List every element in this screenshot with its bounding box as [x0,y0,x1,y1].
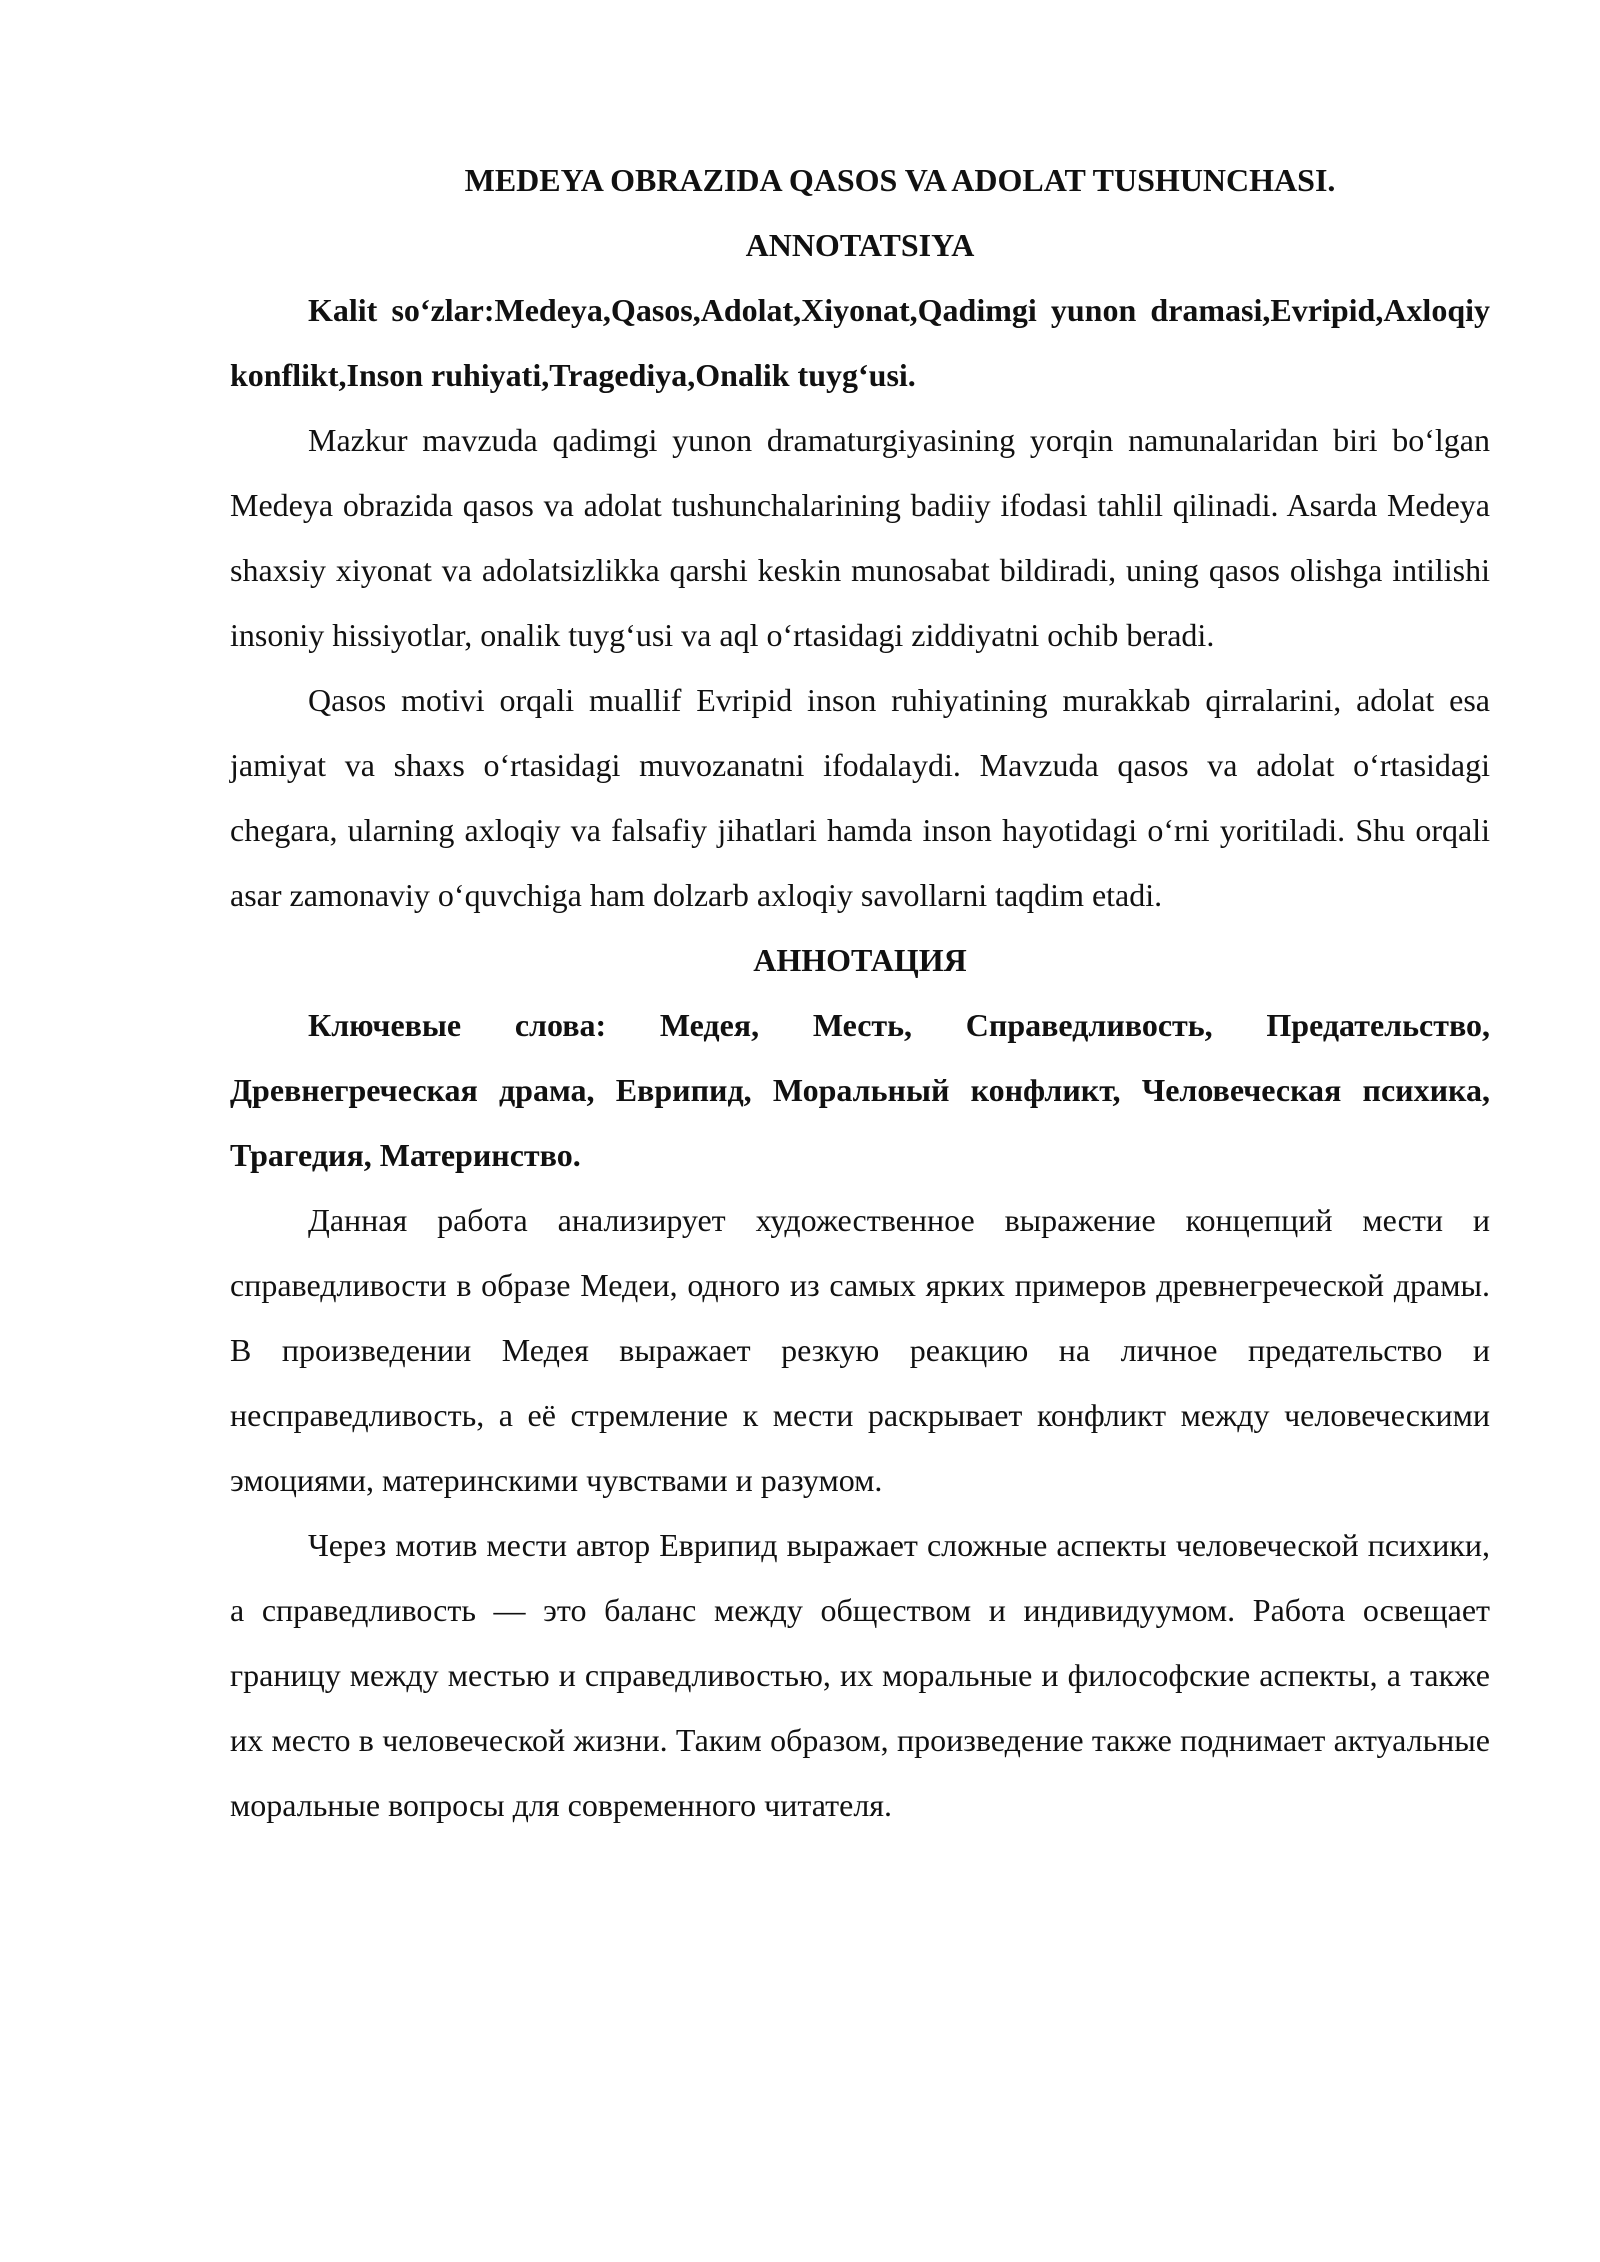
uz-annotation-heading: ANNOTATSIYA [745,227,975,263]
ru-keywords: Ключевые слова: Медея, Месть, Справедливость, Предательство, Древнегреческая драма, Еврипид, Моральный конфликт, Человеческая психика, Трагедия, Материнство. [230,1007,1490,1173]
ru-paragraph-2: Через мотив мести автор Еврипид выражает сложные аспекты человеческой психики, а справедливость — это баланс между обществом и индивидуумом. Работа освещает границу между местью и справедливостью, их моральные и философские аспекты, а также их место в человеческой жизни. Таким образом, произведение также поднимает актуальные моральные вопросы для современного читателя. [230,1527,1490,1823]
ru-paragraph-1: Данная работа анализирует художественное выражение концепций мести и справедливости в образе Медеи, одного из самых ярких примеров древнегреческой драмы. В произведении Медея выражает резкую реакцию на личное предательство и несправедливость, а её стремление к мести раскрывает конфликт между человеческими эмоциями, материнскими чувствами и разумом. [230,1202,1490,1498]
document-content [230,148,1490,1838]
uz-keywords: Kalit so‘zlar:Medeya,Qasos,Adolat,Xiyonat,Qadimgi yunon dramasi,Evripid,Axloqiy konflikt,Inson ruhiyati,Tragediya,Onalik tuyg‘usi. [230,292,1490,393]
document-title: MEDEYA OBRAZIDA QASOS VA ADOLAT TUSHUNCHASI. [464,162,1336,198]
ru-annotation-heading: АННОТАЦИЯ [753,942,967,978]
uz-paragraph-1: Mazkur mavzuda qadimgi yunon dramaturgiyasining yorqin namunalaridan biri bo‘lgan Medeya obrazida qasos va adolat tushunchalarining badiiy ifodasi tahlil qilinadi. Asarda Medeya shaxsiy xiyonat va adolatsizlikka qarshi keskin munosabat bildiradi, uning qasos olishga intilishi insoniy hissiyotlar, onalik tuyg‘usi va aql o‘rtasidagi ziddiyatni ochib beradi. [230,422,1490,653]
uz-paragraph-2: Qasos motivi orqali muallif Evripid inson ruhiyatining murakkab qirralarini, adolat esa jamiyat va shaxs o‘rtasidagi muvozanatni ifodalaydi. Mavzuda qasos va adolat o‘rtasidagi chegara, ularning axloqiy va falsafiy jihatlari hamda inson hayotidagi o‘rni yoritiladi. Shu orqali asar zamonaviy o‘quvchiga ham dolzarb axloqiy savollarni taqdim etadi. [230,682,1490,913]
